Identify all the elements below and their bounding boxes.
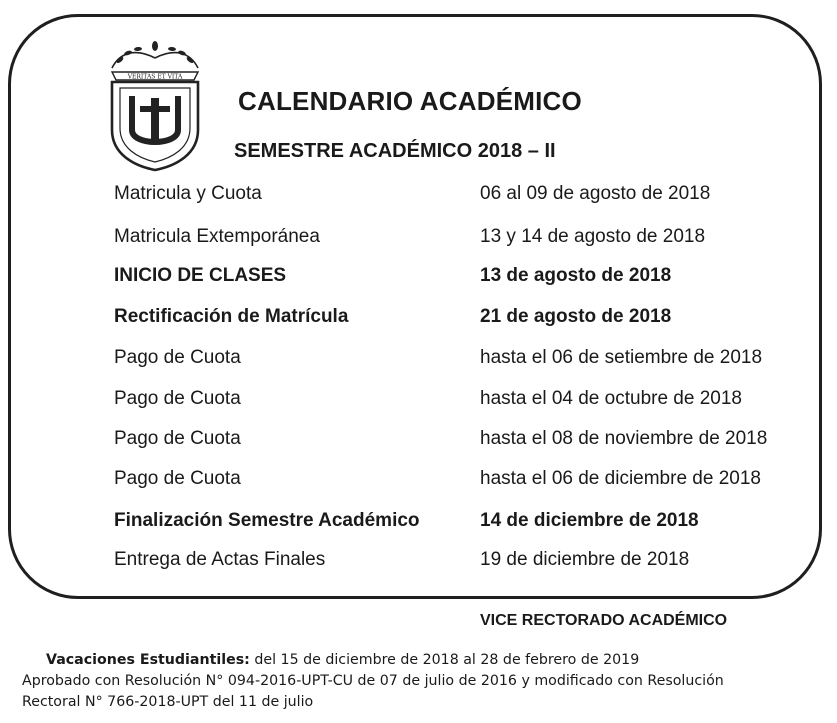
row-date: 19 de diciembre de 2018 [480,549,690,570]
row-date: 14 de diciembre de 2018 [480,510,699,531]
footer-vacaciones [22,650,822,671]
vacaciones-label: Vacaciones Estudiantiles: [46,652,250,668]
row-label: Rectificación de Matrícula [114,306,349,327]
row-label: Pago de Cuota [114,388,241,409]
university-logo [106,38,204,172]
row-date: 06 al 09 de agosto de 2018 [480,183,711,204]
row-label: Finalización Semestre Académico [114,510,420,531]
vacaciones-text: del 15 de diciembre de 2018 al 28 de febrero de 2019 [249,652,640,668]
row-date: hasta el 08 de noviembre de 2018 [480,428,768,449]
row-label: Entrega de Actas Finales [114,549,326,570]
signature: VICE RECTORADO ACADÉMICO [480,612,728,629]
page-subtitle: SEMESTRE ACADÉMICO 2018 – II [234,140,556,162]
row-date: hasta el 04 de octubre de 2018 [480,388,742,409]
row-date: 21 de agosto de 2018 [480,306,672,327]
row-date: hasta el 06 de diciembre de 2018 [480,468,761,489]
row-label: Matricula Extemporánea [114,226,320,247]
page-title: CALENDARIO ACADÉMICO [238,86,582,116]
row-date: hasta el 06 de setiembre de 2018 [480,347,763,368]
logo-motto: VERITAS ET VITA [127,73,183,81]
row-date: 13 de agosto de 2018 [480,265,672,286]
row-date: 13 y 14 de agosto de 2018 [480,226,706,247]
row-label: Pago de Cuota [114,428,241,449]
footer-note [22,650,822,713]
row-label: Pago de Cuota [114,347,241,368]
footer-line-3: Rectoral N° 766-2018-UPT del 11 de julio [22,694,314,710]
footer-line-2: Aprobado con Resolución N° 094-2016-UPT-CU de 07 de julio de 2016 y modificado con Resolución [22,673,724,689]
row-label: Pago de Cuota [114,468,241,489]
row-label: Matricula y Cuota [114,183,262,204]
row-label: INICIO DE CLASES [114,265,287,286]
